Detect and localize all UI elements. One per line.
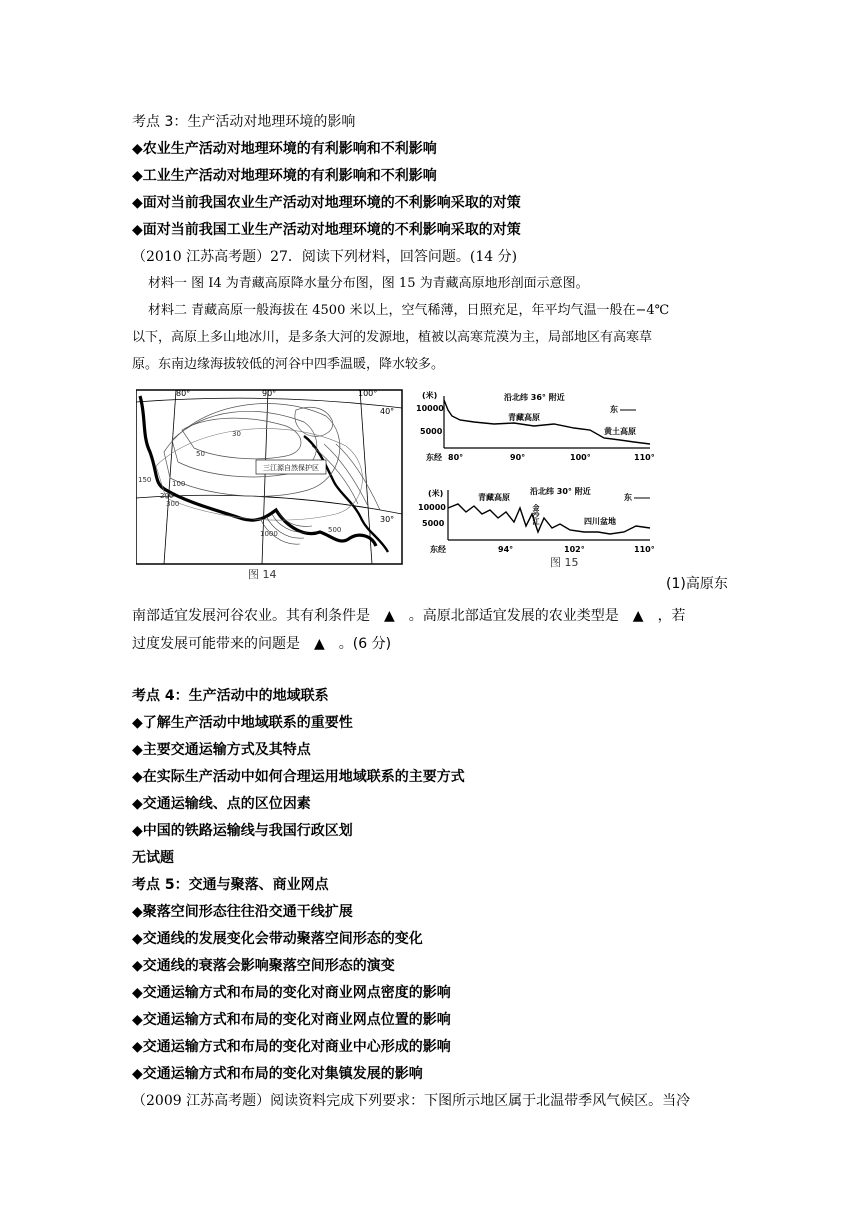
section5-bullet-1: ◆聚落空间形态往往沿交通干线扩展 (132, 904, 353, 920)
unit-label: (米) (428, 489, 444, 498)
section5-bullet-7: ◆交通运输方式和布局的变化对集镇发展的影响 (132, 1066, 423, 1082)
east-label: 东 (624, 493, 632, 502)
figure-15-caption: 图 15 (550, 556, 579, 568)
x-tick: 110° (634, 545, 655, 554)
east-label: 东 (610, 405, 618, 414)
terrain-line (448, 504, 650, 534)
profile-title: 沿北纬 30° 附近 (530, 487, 591, 496)
material-2-line-2: 以下，高原上多山地冰川，是多条大河的发源地，植被以高寒荒漠为主，局部地区有高寒草 (132, 330, 653, 345)
question-1-text-c: ，若 (657, 608, 686, 624)
lat-label: 40° (380, 407, 395, 416)
x-axis-title: 东经 (426, 453, 442, 462)
contour-label: 200 (160, 492, 174, 500)
section4-bullet-1: ◆了解生产活动中地域联系的重要性 (132, 715, 353, 731)
material-2-line-1: 材料二 青藏高原一般海拔在 4500 米以上，空气稀薄，日照充足，年平均气温一般在−4℃ (148, 303, 670, 318)
answer-blank: ▲ (314, 636, 325, 652)
question-1-text-b: 。高原北部适宜发展的农业类型是 (408, 608, 619, 624)
question-1-lead: (1)高原东 (666, 576, 728, 592)
label-jinsha-river: 金沙江 (532, 504, 540, 525)
section3-title: 考点 3：生产活动对地理环境的影响 (132, 114, 356, 130)
label-sichuan-basin: 四川盆地 (584, 517, 616, 526)
section4-bullet-5: ◆中国的铁路运输线与我国行政区划 (132, 823, 353, 839)
material-2-line-3: 原。东南边缘海拔较低的河谷中四季温暖，降水较多。 (132, 357, 445, 372)
section3-bullet-1: ◆农业生产活动对地理环境的有利影响和不利影响 (132, 141, 437, 157)
x-tick: 102° (564, 545, 585, 554)
x-tick: 80° (448, 453, 464, 462)
section5-bullet-3: ◆交通线的衰落会影响聚落空间形态的演变 (132, 958, 395, 974)
x-tick: 94° (498, 545, 514, 554)
region-label: 三江源自然保护区 (263, 464, 319, 472)
lon-label: 100° (358, 389, 378, 398)
label-loess: 黄土高原 (604, 427, 636, 436)
unit-label: (米) (422, 391, 438, 400)
section4-bullet-4: ◆交通运输线、点的区位因素 (132, 796, 311, 812)
contour-label: 30 (232, 430, 241, 438)
section5-bullet-4: ◆交通运输方式和布局的变化对商业网点密度的影响 (132, 985, 451, 1001)
section4-title: 考点 4：生产活动中的地域联系 (132, 688, 329, 704)
lat-label: 30° (380, 515, 395, 524)
contour-label: 500 (328, 526, 342, 534)
y-tick: 10000 (418, 503, 446, 512)
profile-30n (418, 486, 655, 554)
terrain-line (444, 400, 650, 444)
section4-note: 无试题 (132, 850, 174, 866)
x-tick: 100° (570, 453, 591, 462)
question-1-text-e: 。(6 分) (338, 636, 392, 652)
question-2010-intro: （2010 江苏高考题）27．阅读下列材料，回答问题。(14 分) (132, 249, 518, 265)
section5-bullet-5: ◆交通运输方式和布局的变化对商业网点位置的影响 (132, 1012, 451, 1028)
question-1-line-1 (132, 606, 686, 626)
answer-blank: ▲ (384, 608, 395, 624)
section4-bullet-2: ◆主要交通运输方式及其特点 (132, 742, 311, 758)
section5-title: 考点 5：交通与聚落、商业网点 (132, 877, 329, 893)
question-1-text-d: 过度发展可能带来的问题是 (132, 636, 300, 652)
figure-14-caption: 图 14 (248, 568, 277, 581)
contour-label: 300 (166, 500, 180, 508)
figure-14-precipitation-map (136, 386, 404, 582)
contour-label: 50 (196, 450, 205, 458)
contour-label: 150 (138, 476, 152, 484)
question-1-line-2 (132, 634, 391, 654)
question-1-text-a: 南部适宜发展河谷农业。其有利条件是 (132, 608, 370, 624)
material-1: 材料一 图 I4 为青藏高原降水量分布图，图 15 为青藏高原地形剖面示意图。 (148, 276, 589, 291)
question-2009-intro: （2009 江苏高考题）阅读资料完成下列要求：下图所示地区属于北温带季风气候区。当冷 (132, 1093, 691, 1109)
contour-label: 100 (172, 480, 186, 488)
profile-36n (416, 390, 655, 462)
x-tick: 90° (510, 453, 526, 462)
section5-bullet-6: ◆交通运输方式和布局的变化对商业中心形成的影响 (132, 1039, 451, 1055)
label-plateau: 青藏高原 (508, 413, 540, 422)
section5-bullet-2: ◆交通线的发展变化会带动聚落空间形态的变化 (132, 931, 423, 947)
figure-15-profile (414, 386, 662, 568)
section3-bullet-3: ◆面对当前我国农业生产活动对地理环境的不利影响采取的对策 (132, 195, 521, 211)
section3-bullet-2: ◆工业生产活动对地理环境的有利影响和不利影响 (132, 168, 437, 184)
x-tick: 110° (634, 453, 655, 462)
y-tick: 5000 (420, 427, 443, 436)
lon-label: 90° (262, 389, 277, 398)
answer-blank: ▲ (632, 608, 644, 624)
lon-label: 80° (176, 389, 191, 398)
section4-bullet-3: ◆在实际生产活动中如何合理运用地域联系的主要方式 (132, 769, 465, 785)
contour-label: 1000 (260, 530, 278, 538)
label-plateau: 青藏高原 (478, 493, 510, 502)
y-tick: 5000 (422, 519, 445, 528)
y-tick: 10000 (416, 404, 444, 413)
x-axis-title: 东经 (430, 545, 446, 554)
profile-title: 沿北纬 36° 附近 (504, 393, 565, 402)
section3-bullet-4: ◆面对当前我国工业生产活动对地理环境的不利影响采取的对策 (132, 222, 521, 238)
